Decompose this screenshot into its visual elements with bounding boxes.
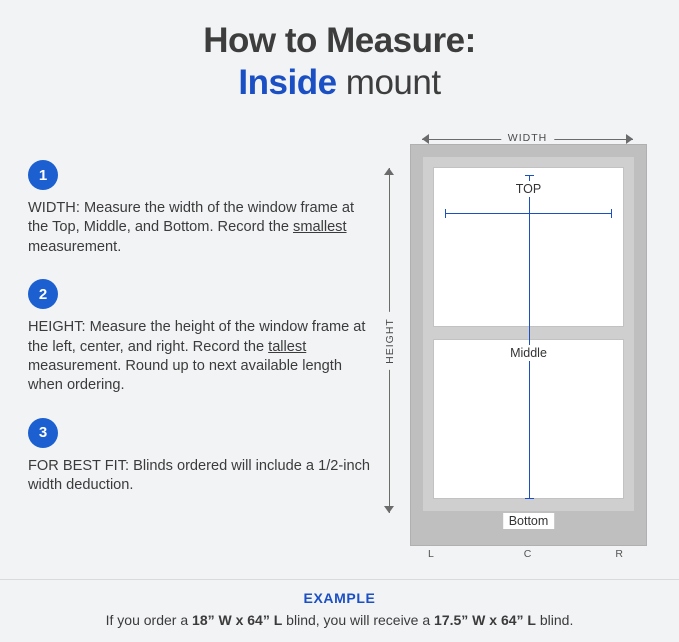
width-dimension-label: WIDTH [501,132,554,144]
example-title: EXAMPLE [303,590,376,606]
step-text-1 [28,199,376,257]
example-suffix: blind. [535,612,574,628]
example-prefix: If you order a [105,612,193,628]
step-body-2a: Measure the height of the window frame at the left, center, and right. Record the [28,319,366,355]
step-badge-3: 3 [28,418,58,448]
marker-center: C [523,548,532,560]
marker-right: R [615,548,623,560]
window-diagram [380,128,665,568]
step-body-1a: Measure the width of the window frame at the Top, Middle, and Bottom. Record the [28,200,355,236]
example-received-size: 17.5” W x 64” L [434,612,536,628]
height-dimension-arrow [384,168,396,513]
step-body-1b: measurement. [28,238,122,255]
step-item-2 [28,279,376,396]
step-text-2 [28,318,376,396]
step-label-2: HEIGHT: [28,319,86,336]
pane-label-middle: Middle [504,345,553,361]
marker-left: L [428,548,434,560]
window-frame-inner [423,157,634,528]
step-emphasis-2: tallest [268,338,307,355]
step-label-3: FOR BEST FIT: [28,457,130,474]
step-badge-1: 1 [28,160,58,190]
page-title-line1: How to Measure: [203,21,476,60]
page-title-line2 [0,63,679,103]
example-middle: blind, you will receive a [282,612,435,628]
step-emphasis-1: smallest [293,219,347,236]
example-order-size: 18” W x 64” L [192,612,283,628]
step-body-2b: measurement. Round up to next available length when ordering. [28,358,342,394]
pane-label-top: TOP [510,181,547,197]
pane-label-bottom: Bottom [503,513,555,529]
step-body-3a: Blinds ordered will include a 1/2-inch width deduction. [28,457,371,494]
step-text-3 [28,457,376,496]
page-title-mount: mount [336,62,441,102]
height-measure-line [529,175,530,499]
step-item-1 [28,160,376,257]
page-header [0,0,679,103]
position-markers [410,548,645,562]
example-text [0,612,679,628]
step-item-3 [28,418,376,496]
step-label-1: WIDTH: [28,200,80,216]
arrow-right-icon [626,134,633,144]
height-dimension-label: HEIGHT [381,312,399,370]
step-badge-2: 2 [28,279,58,309]
page-title-inside: Inside [238,62,337,102]
arrow-down-icon [384,506,394,513]
example-footer [0,579,679,642]
window-frame-outer [410,144,647,546]
content-area [0,128,679,578]
steps-list [28,160,376,518]
